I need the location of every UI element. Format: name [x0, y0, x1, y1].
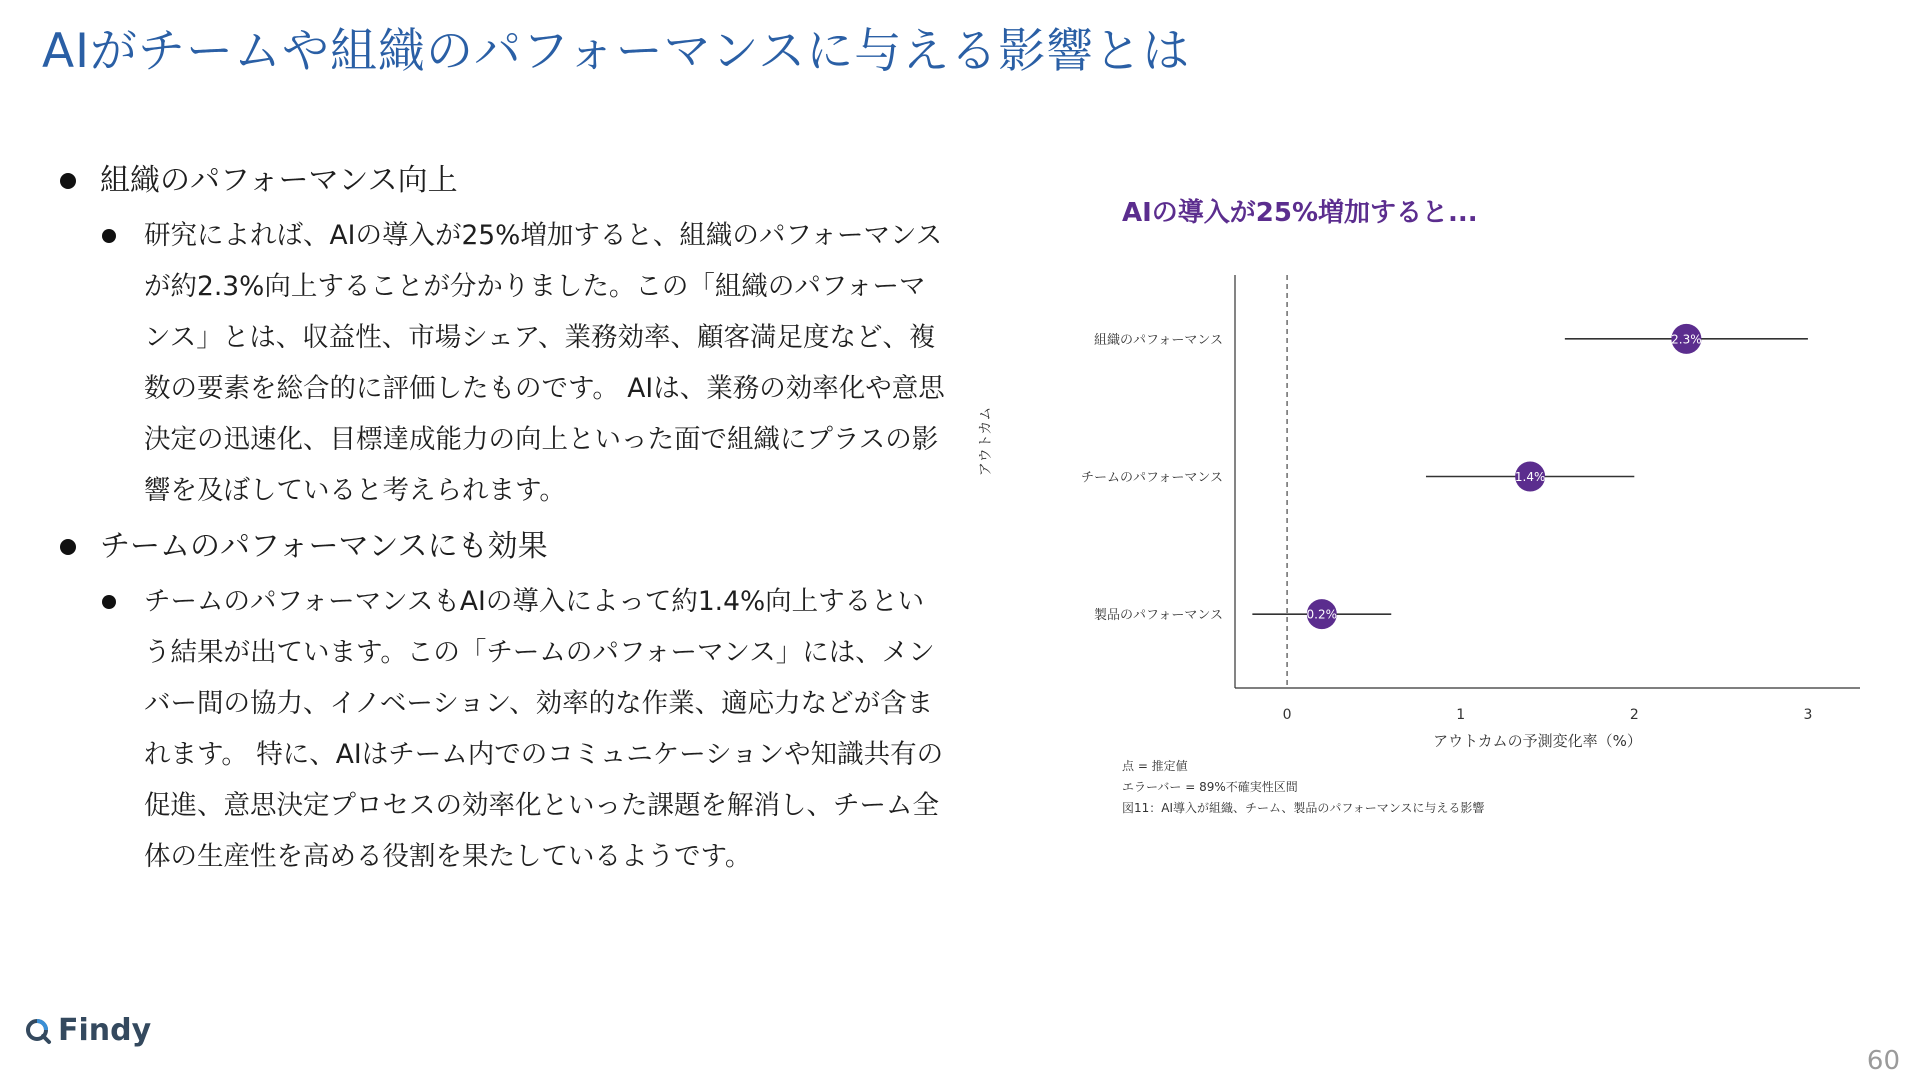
findy-logo	[24, 1013, 151, 1048]
forest-plot	[960, 260, 1880, 760]
chart-notes	[1122, 756, 1484, 819]
bullet-body-team: チームのパフォーマンスもAIの導入によって約1.4%向上するという結果が出ています。この「チームのパフォーマンス」には、メンバー間の協力、イノベーション、効率的な作業、適応力などが含まれます。 特に、AIはチーム内でのコミュニケーションや知識共有の促進、意思決定プロセスの効率化といった課題を解消し、チーム全体の生産性を高める役割を果たしているようです。	[100, 576, 949, 882]
note-caption: 図11：AI導入が組織、チーム、製品のパフォーマンスに与える影響	[1122, 801, 1485, 815]
note-errorbar: エラーバー = 89%不確実性区間	[1122, 780, 1298, 794]
x-axis-label: アウトカムの予測変化率（%）	[1433, 732, 1642, 750]
bullet-list	[60, 160, 950, 892]
slide-title: AIがチームや組織のパフォーマンスに与える影響とは	[42, 24, 1191, 79]
data-label: 1.4%	[1514, 470, 1546, 484]
x-tick-label: 2	[1629, 707, 1639, 723]
x-tick-label: 1	[1456, 707, 1466, 723]
y-axis-label: アウトカム	[978, 406, 994, 477]
x-tick-label: 3	[1803, 707, 1813, 723]
page-number: 60	[1866, 1046, 1900, 1076]
data-label: 2.3%	[1671, 332, 1702, 347]
category-label: 組織のパフォーマンス	[1094, 332, 1223, 348]
note-point: 点 = 推定値	[1122, 759, 1188, 773]
findy-logo-icon	[24, 1017, 52, 1045]
logo-text: Findy	[58, 1013, 152, 1048]
data-label: 0.2%	[1306, 607, 1338, 622]
category-label: 製品のパフォーマンス	[1094, 608, 1223, 624]
bullet-body-org: 研究によれば、AIの導入が25%増加すると、組織のパフォーマンスが約2.3%向上することが分かりました。この「組織のパフォーマンス」とは、収益性、市場シェア、業務効率、顧客満足度など、複数の要素を総合的に評価したものです。 AIは、業務の効率化や意思決定の迅速化、目標達成能力の向上といった面で組織にプラスの影響を及ぼしていると考えられます。	[100, 210, 949, 516]
bullet-heading-team: チームのパフォーマンスにも効果	[60, 526, 950, 568]
x-tick-label: 0	[1282, 707, 1292, 723]
category-label: チームのパフォーマンス	[1081, 470, 1223, 486]
chart-title: AIの導入が25%増加すると...	[1122, 198, 1478, 228]
bullet-heading-org: 組織のパフォーマンス向上	[60, 160, 950, 202]
